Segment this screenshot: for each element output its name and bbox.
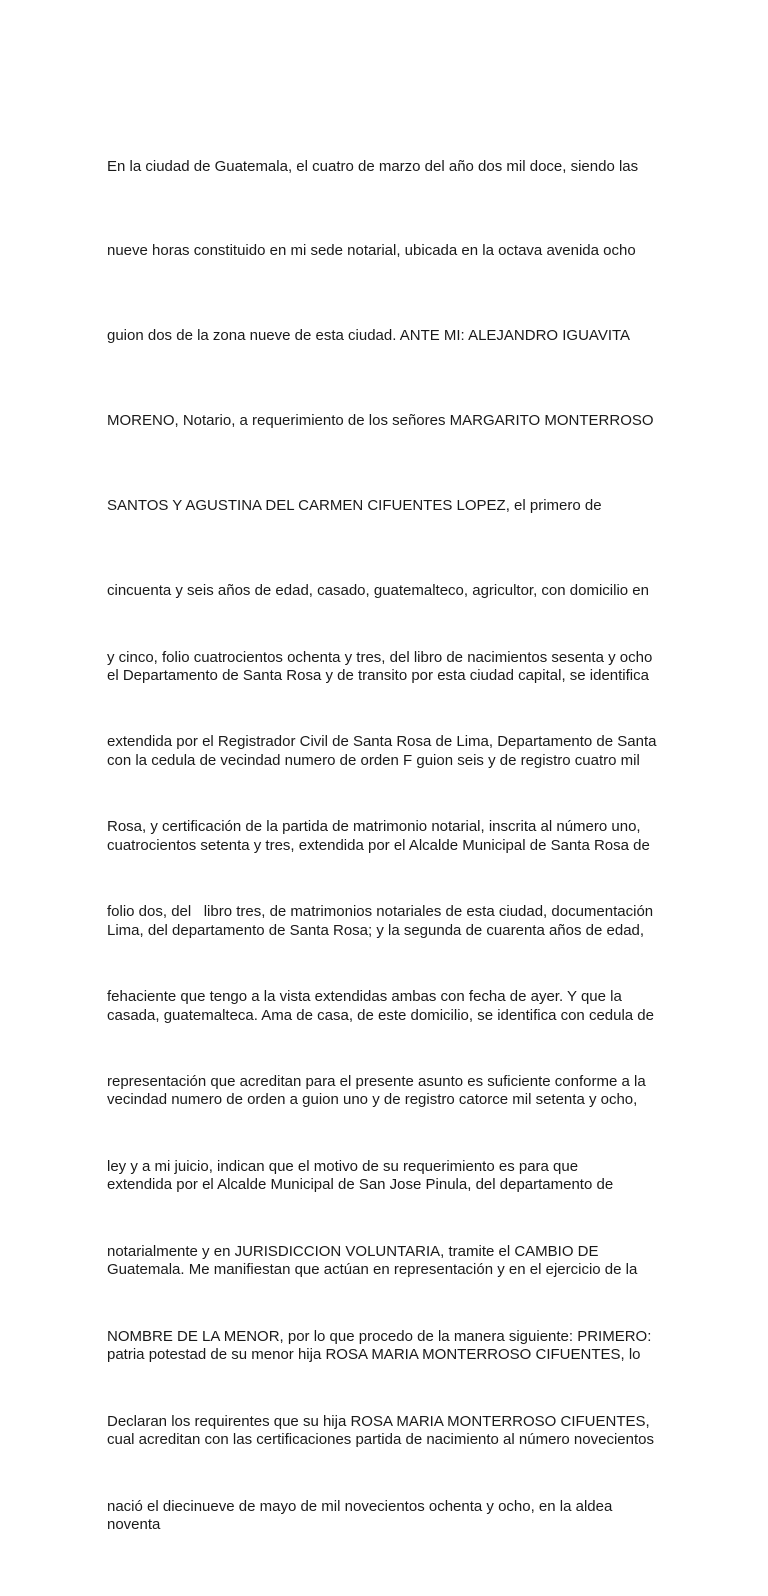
text-line: fehaciente que tengo a la vista extendidas ambas con fecha de ayer. Y que la (107, 988, 622, 1006)
text-line: folio dos, del libro tres, de matrimonios notariales de esta ciudad, documentación (107, 903, 654, 921)
text-line: ley y a mi juicio, indican que el motivo de su requerimiento es para que (107, 1157, 579, 1175)
text-line: NOMBRE DE LA MENOR, por lo que procedo de la manera siguiente: PRIMERO: (107, 1327, 652, 1345)
text-line: SANTOS Y AGUSTINA DEL CARMEN CIFUENTES LOPEZ, el primero de (107, 497, 602, 515)
text-line: En la ciudad de Guatemala, el cuatro de marzo del año dos mil doce, siendo las (107, 157, 639, 175)
text-line: representación que acreditan para el presente asunto es suficiente conforme a la (107, 1073, 646, 1091)
text-line: Declaran los requirentes que su hija ROSA MARIA MONTERROSO CIFUENTES, (107, 1412, 650, 1430)
text-line: con la cedula de vecindad numero de orden F guion seis y de registro cuatro mil (107, 751, 640, 769)
text-line: extendida por el Registrador Civil de Santa Rosa de Lima, Departamento de Santa (107, 733, 657, 751)
text-line: guion dos de la zona nueve de esta ciudad. ANTE MI: ALEJANDRO IGUAVITA (107, 327, 631, 345)
text-line: notarialmente y en JURISDICCION VOLUNTARIA, tramite el CAMBIO DE (107, 1242, 599, 1260)
text-line: nació el diecinueve de mayo de mil novecientos ochenta y ocho, en la aldea (107, 1497, 613, 1515)
text-line: y cinco, folio cuatrocientos ochenta y tres, del libro de nacimientos sesenta y ocho (107, 648, 653, 666)
text-line: extendida por el Alcalde Municipal de San Jose Pinula, del departamento de (107, 1176, 614, 1194)
text-line: MORENO, Notario, a requerimiento de los señores MARGARITO MONTERROSO (107, 412, 654, 430)
text-line: Lima, del departamento de Santa Rosa; y la segunda de cuarenta años de edad, (107, 921, 645, 939)
text-line: patria potestad de su menor hija ROSA MARIA MONTERROSO CIFUENTES, lo (107, 1346, 641, 1364)
document-body-continued (107, 587, 667, 1577)
text-line: casada, guatemalteca. Ama de casa, de este domicilio, se identifica con cedula de (107, 1006, 654, 1024)
text-line: vecindad numero de orden a guion uno y de registro catorce mil setenta y ocho, (107, 1091, 638, 1109)
text-line: Guatemala. Me manifiestan que actúan en representación y en el ejercicio de la (107, 1261, 638, 1279)
text-line: cuatrocientos setenta y tres, extendida por el Alcalde Municipal de Santa Rosa de (107, 836, 650, 854)
text-line: nueve horas constituido en mi sede notarial, ubicada en la octava avenida ocho (107, 242, 636, 260)
text-line: el Departamento de Santa Rosa y de transito por esta ciudad capital, se identifica (107, 666, 649, 684)
paragraph-2 (107, 587, 667, 1577)
text-line: cual acreditan con las certificaciones partida de nacimiento al número novecientos (107, 1430, 654, 1448)
text-line: Rosa, y certificación de la partida de matrimonio notarial, inscrita al número uno, (107, 818, 641, 836)
text-line: cincuenta y seis años de edad, casado, guatemalteco, agricultor, con domicilio en (107, 582, 649, 600)
text-line: noventa (107, 1515, 161, 1533)
